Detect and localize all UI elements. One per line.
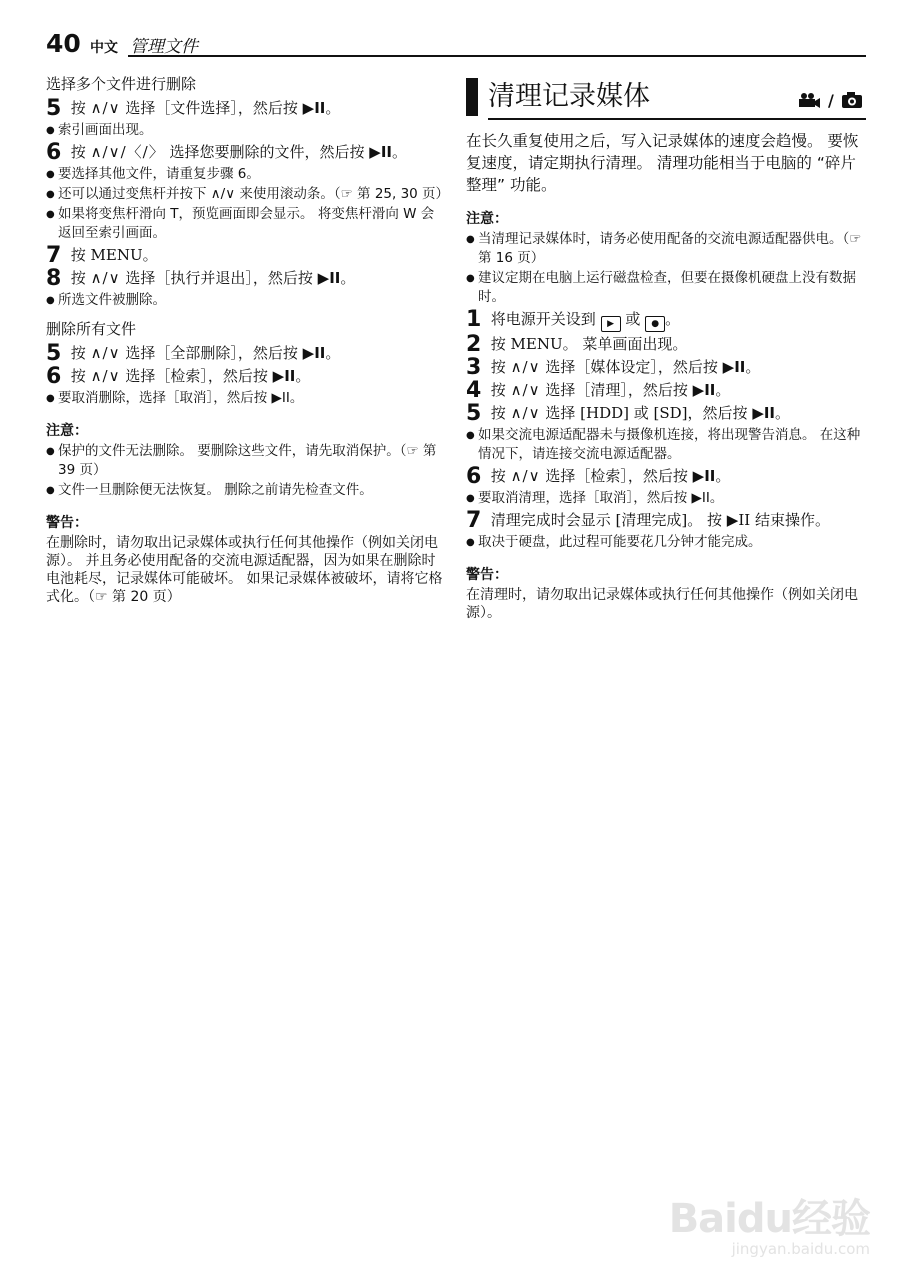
play-pause-icon: ▶II <box>692 467 716 485</box>
note-heading: 注意： <box>46 423 88 439</box>
up-down-arrow-icon: ∧/∨ <box>90 344 121 362</box>
up-down-arrow-icon: ∧/∨ <box>90 367 121 385</box>
watermark-url: jingyan.baidu.com <box>731 1240 870 1258</box>
step-number: 7 <box>466 508 482 533</box>
section-title: 管理文件 <box>130 37 198 57</box>
step-end: 。 <box>340 269 356 287</box>
warning-text: 在删除时，请勿取出记录媒体或执行任何其他操作（例如关闭电源）。 并且务必使用配备的交流电源适配器，因为如果在删除时电池耗尽，记录媒体可能破坏。 如果记录媒体被破坏，请将它格式化。（☞ 第 20 页） <box>46 535 443 605</box>
step-pre: 按 <box>490 404 506 422</box>
language-label: 中文 <box>90 40 118 56</box>
step-5 <box>466 403 866 424</box>
bullet: ● 索引画面出现。 <box>46 121 446 140</box>
step-text: 选择［媒体设定］，然后按 <box>545 358 718 376</box>
step-pre: 按 <box>490 381 506 399</box>
step-text: 选择您要删除的文件，然后按 <box>169 143 365 161</box>
step-end: 。 <box>745 358 761 376</box>
heading-rule <box>488 118 866 120</box>
bullet: ● 所选文件被删除。 <box>46 291 446 310</box>
step-pre: 按 <box>70 367 86 385</box>
warning-heading: 警告： <box>46 515 88 531</box>
step-end: 。 <box>715 467 731 485</box>
step-3 <box>466 357 866 378</box>
play-pause-icon: ▶II <box>752 404 776 422</box>
step-pre: 按 <box>70 143 86 161</box>
watermark-logo: Baidu经验 <box>668 1196 870 1242</box>
step-end: 。 <box>715 381 731 399</box>
record-mode-icon: ● <box>645 316 665 332</box>
play-pause-icon: ▶II <box>302 99 326 117</box>
watermark <box>669 1187 870 1258</box>
play-pause-icon: ▶II <box>722 358 746 376</box>
step-pre: 按 <box>490 467 506 485</box>
page-number: 40 <box>46 29 81 58</box>
bullet: ● 还可以通过变焦杆并按下 ∧/∨ 来使用滚动条。（☞ 第 25, 30 页） <box>46 185 446 204</box>
up-down-arrow-icon: ∧/∨ <box>510 358 541 376</box>
bullet: ● 要选择其他文件，请重复步骤 6。 <box>46 165 446 184</box>
svg-text:/: / <box>828 91 834 110</box>
note-bullet: ● 保护的文件无法删除。 要删除这些文件，请先取消保护。（☞ 第 39 页） <box>46 442 446 480</box>
step-number: 2 <box>466 332 482 357</box>
subheading-delete-all: 删除所有文件 <box>46 320 137 338</box>
step-end: 。 <box>391 143 407 161</box>
step-end: 。 <box>665 310 681 328</box>
step-pre: 按 <box>70 344 86 362</box>
step-text: 选择［检索］，然后按 <box>125 367 268 385</box>
step-end: 。 <box>325 99 341 117</box>
video-photo-mode-icon <box>796 90 866 115</box>
page-header <box>46 30 866 56</box>
step-number: 1 <box>466 307 482 332</box>
up-down-arrow-icon: ∧/∨ <box>90 269 121 287</box>
step-7 <box>46 245 446 266</box>
step-5 <box>46 343 446 364</box>
step-mid: 或 <box>625 310 641 328</box>
step-text: 选择［清理］，然后按 <box>545 381 688 399</box>
heading-bar <box>466 78 478 116</box>
step-text: 选择 [HDD] 或 [SD]，然后按 <box>545 404 748 422</box>
step-end: 。 <box>295 367 311 385</box>
playback-mode-icon: ▶ <box>601 316 621 332</box>
step-text: 选择［全部删除］，然后按 <box>125 344 298 362</box>
note-bullet: ● 当清理记录媒体时，请务必使用配备的交流电源适配器供电。（☞ 第 16 页） <box>466 230 866 268</box>
step-7 <box>466 510 866 531</box>
bullet: ● 取决于硬盘，此过程可能要花几分钟才能完成。 <box>466 533 866 552</box>
step-text: 清理完成时会显示 [清理完成]。 按 ▶II 结束操作。 <box>490 511 830 529</box>
step-number: 5 <box>466 401 482 426</box>
step-6 <box>466 466 866 487</box>
play-pause-icon: ▶II <box>369 143 392 161</box>
step-end: 。 <box>775 404 791 422</box>
bullet: ● 如果交流电源适配器未与摄像机连接，将出现警告消息。 在这种情况下，请连接交流电源适配器。 <box>466 426 866 464</box>
step-text: 选择［执行并退出］，然后按 <box>125 269 313 287</box>
step-number: 7 <box>46 243 62 268</box>
header-rule <box>128 55 866 57</box>
play-pause-icon: ▶II <box>272 367 296 385</box>
mode-icons <box>796 90 866 110</box>
bullet: ● 要取消清理，选择［取消］，然后按 ▶II。 <box>466 489 866 508</box>
up-down-arrow-icon: ∧/∨ <box>510 381 541 399</box>
play-pause-icon: ▶II <box>302 344 326 362</box>
up-down-arrow-icon: ∧/∨ <box>510 467 541 485</box>
right-column <box>466 74 866 622</box>
step-6 <box>46 366 446 387</box>
step-text: 按 MENU。 <box>70 246 158 264</box>
step-number: 5 <box>46 96 62 121</box>
section-heading-text: 清理记录媒体 <box>488 81 650 112</box>
step-number: 6 <box>46 140 62 165</box>
note-bullet: ● 建议定期在电脑上运行磁盘检查，但要在摄像机硬盘上没有数据时。 <box>466 269 866 307</box>
step-pre: 按 <box>70 269 86 287</box>
step-number: 6 <box>466 464 482 489</box>
intro-text: 在长久重复使用之后，写入记录媒体的速度会趋慢。 要恢复速度，请定期执行清理。 清理功能相当于电脑的 “碎片整理” 功能。 <box>466 132 859 194</box>
step-pre: 按 <box>490 358 506 376</box>
step-2 <box>466 334 866 355</box>
step-number: 4 <box>466 378 482 403</box>
section-heading <box>466 74 866 120</box>
step-text: 按 MENU。 菜单画面出现。 <box>490 335 688 353</box>
step-number: 5 <box>46 341 62 366</box>
step-5 <box>46 98 446 119</box>
warning-heading: 警告： <box>466 567 508 583</box>
step-text: 将电源开关设到 <box>490 310 596 328</box>
step-8 <box>46 268 446 289</box>
step-pre: 按 <box>70 99 86 117</box>
left-column <box>46 74 450 606</box>
play-pause-icon: ▶II <box>317 269 341 287</box>
step-text: 选择［文件选择］，然后按 <box>125 99 298 117</box>
subheading-delete-multiple: 选择多个文件进行删除 <box>46 75 197 93</box>
step-number: 3 <box>466 355 482 380</box>
up-down-arrow-icon: ∧/∨ <box>90 99 121 117</box>
bullet: ● 要取消删除，选择［取消］，然后按 ▶II。 <box>46 389 446 408</box>
bullet: ● 如果将变焦杆滑向 T，预览画面即会显示。 将变焦杆滑向 W 会返回至索引画面。 <box>46 205 446 243</box>
step-text: 选择［检索］，然后按 <box>545 467 688 485</box>
step-number: 8 <box>46 266 62 291</box>
play-pause-icon: ▶II <box>692 381 716 399</box>
step-1 <box>466 309 866 332</box>
step-4 <box>466 380 866 401</box>
direction-arrows-icon: ∧/∨/〈/〉 <box>90 143 165 161</box>
warning-text: 在清理时，请勿取出记录媒体或执行任何其他操作（例如关闭电源）。 <box>466 587 858 621</box>
up-down-arrow-icon: ∧/∨ <box>510 404 541 422</box>
note-heading: 注意： <box>466 211 508 227</box>
step-end: 。 <box>325 344 341 362</box>
step-6 <box>46 142 446 163</box>
step-number: 6 <box>46 364 62 389</box>
note-bullet: ● 文件一旦删除便无法恢复。 删除之前请先检查文件。 <box>46 481 446 500</box>
